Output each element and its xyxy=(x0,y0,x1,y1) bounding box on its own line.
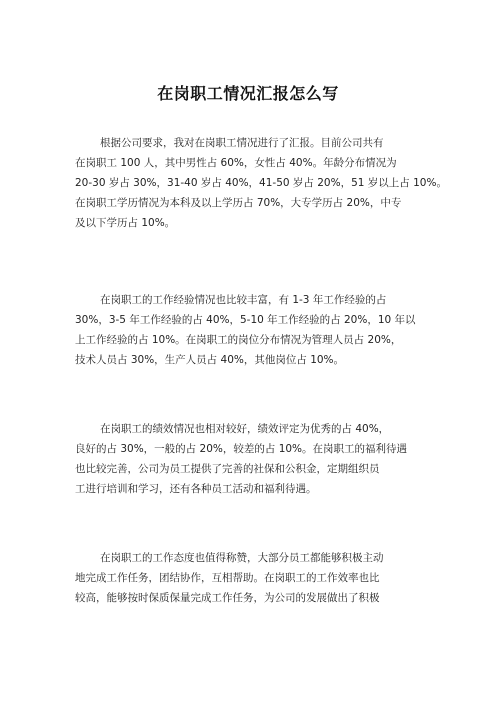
paragraph-3 xyxy=(75,419,435,499)
text-line: 也比较完善，公司为员工提供了完善的社保和公积金，定期组织员 xyxy=(75,463,380,475)
text-line: 较高，能够按时保质保量完成工作任务，为公司的发展做出了积极 xyxy=(75,592,380,604)
text-line: 良好的占 30%，一般的占 20%，较差的占 10%。在岗职工的福利待遇 xyxy=(75,443,408,455)
text-line: 地完成工作任务，团结协作，互相帮助。在岗职工的工作效率也比 xyxy=(75,572,380,584)
text-line: 在岗职工学历情况为本科及以上学历占 70%，大专学历占 20%，中专 xyxy=(75,197,402,209)
text-line: 在岗职工的工作经验情况也比较丰富，有 1-3 年工作经验的占 xyxy=(100,294,387,306)
page-title: 在岗职工情况汇报怎么写 xyxy=(157,84,339,103)
text-line: 30%，3-5 年工作经验的占 40%，5-10 年工作经验的占 20%，10 年以 xyxy=(75,314,416,326)
paragraph-1 xyxy=(75,133,447,233)
text-line: 技术人员占 30%，生产人员占 40%，其他岗位占 10%。 xyxy=(75,354,345,366)
text-line: 及以下学历占 10%。 xyxy=(75,217,176,229)
text-line: 上工作经验的占 10%。在岗职工的岗位分布情况为管理人员占 20%， xyxy=(75,334,402,346)
text-line: 20-30 岁占 30%，31-40 岁占 40%，41-50 岁占 20%，51 岁以上占 10%。 xyxy=(75,177,447,189)
text-line: 在岗职工 100 人，其中男性占 60%，女性占 40%。年龄分布情况为 xyxy=(75,157,397,169)
text-line: 在岗职工的工作态度也值得称赞，大部分员工都能够积极主动 xyxy=(100,552,384,564)
text-line: 在岗职工的绩效情况也相对较好，绩效评定为优秀的占 40%， xyxy=(100,423,390,435)
paragraph-4 xyxy=(75,548,435,608)
text-line: 工进行培训和学习，还有各种员工活动和福利待遇。 xyxy=(75,483,317,495)
text-line: 根据公司要求，我对在岗职工情况进行了汇报。目前公司共有 xyxy=(100,137,384,149)
paragraph-2 xyxy=(75,290,435,370)
